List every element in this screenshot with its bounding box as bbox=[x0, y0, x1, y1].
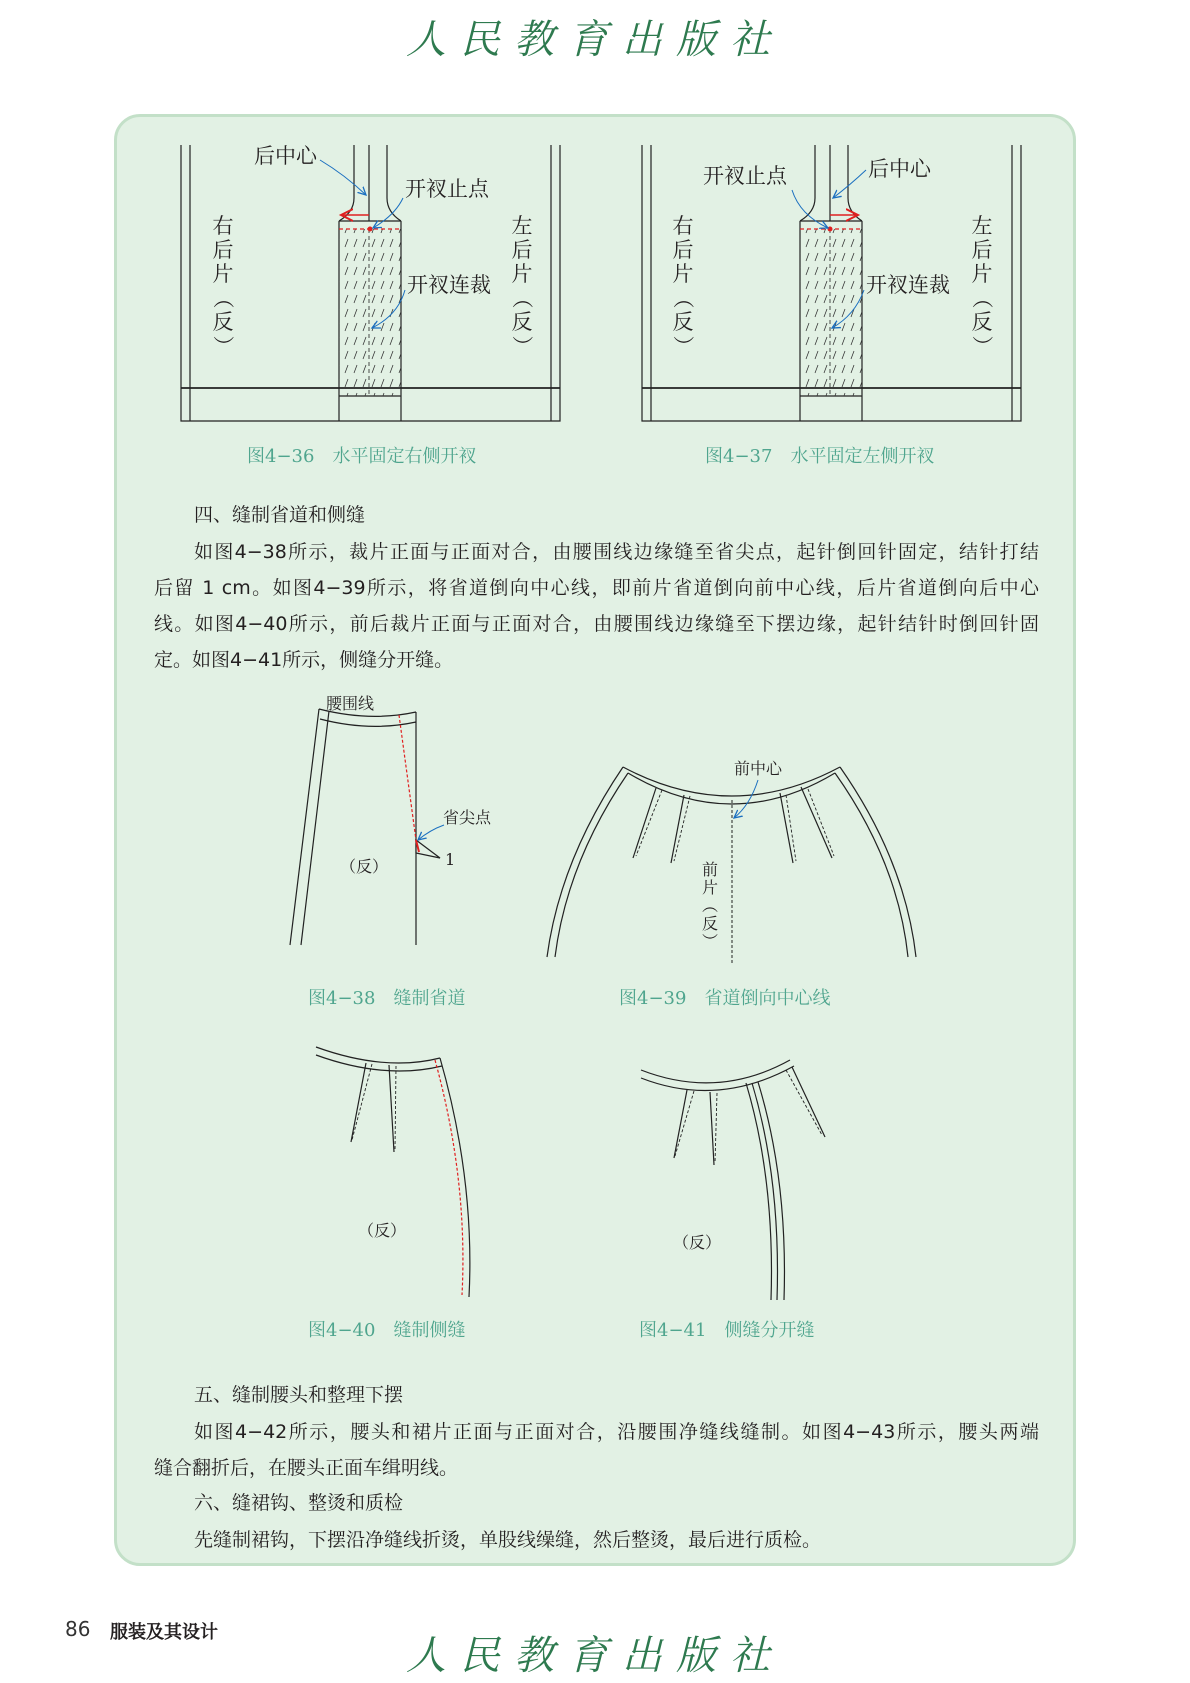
label-right-back: 反 bbox=[212, 310, 234, 334]
paragraph-line: 如图4−42所示，腰头和裙片正面与正面对合，沿腰围净缝线缝制。如图4−43所示，腰头两端 bbox=[194, 1421, 1039, 1443]
label-right-back: （ bbox=[671, 287, 695, 309]
label-reverse: （反） bbox=[673, 1233, 722, 1252]
label-left-back: 后 bbox=[971, 238, 993, 262]
section-heading: 四、缝制省道和侧缝 bbox=[194, 504, 366, 526]
label-front-piece: （ bbox=[700, 896, 719, 914]
label-back-center: 后中心 bbox=[254, 144, 317, 168]
caption: 图4−41 侧缝分开缝 bbox=[639, 1320, 815, 1341]
blue-arrow-icon bbox=[833, 170, 866, 198]
blue-arrow-icon bbox=[418, 825, 444, 840]
label-left-back: （ bbox=[970, 287, 994, 309]
caption: 图4−40 缝制侧缝 bbox=[308, 1320, 466, 1341]
skirt-vent-drawing bbox=[181, 145, 560, 421]
label-right-back: ） bbox=[211, 335, 235, 357]
label-vent-stop: 开衩止点 bbox=[405, 177, 489, 201]
label-vent-cut: 开衩连裁 bbox=[866, 273, 950, 297]
blue-arrow-icon bbox=[792, 190, 828, 228]
paragraph-line: 如图4−38所示，裁片正面与正面对合，由腰围线边缘缝至省尖点，起针倒回针固定，结针打结 bbox=[194, 541, 1039, 563]
blue-arrow-icon bbox=[320, 160, 366, 195]
label-left-back: 反 bbox=[971, 310, 993, 334]
caption: 图4−38 缝制省道 bbox=[308, 988, 466, 1009]
figure-4-36 bbox=[181, 144, 560, 467]
label-right-back: ） bbox=[671, 335, 695, 357]
label-front-center: 前中心 bbox=[734, 759, 783, 778]
label-front-piece: 片 bbox=[701, 878, 719, 897]
publisher-logo-bottom: 人民教育出版社 bbox=[406, 1633, 784, 1679]
label-right-back: 后 bbox=[212, 238, 234, 262]
figure-4-40 bbox=[316, 1047, 470, 1297]
label-front-piece: ） bbox=[700, 932, 719, 950]
label-vent-stop: 开衩止点 bbox=[703, 164, 787, 188]
figure-4-41 bbox=[641, 1060, 825, 1300]
label-left-back: ） bbox=[970, 335, 994, 357]
label-left-back: 左 bbox=[971, 214, 993, 238]
skirt-vent-drawing bbox=[642, 145, 1021, 421]
label-right-back: 反 bbox=[672, 310, 694, 334]
paragraph-line: 缝合翻折后，在腰头正面车缉明线。 bbox=[154, 1457, 459, 1479]
section-heading: 五、缝制腰头和整理下摆 bbox=[194, 1384, 404, 1406]
label-right-back: （ bbox=[211, 287, 235, 309]
label-back-center: 后中心 bbox=[868, 157, 931, 181]
label-right-back: 右 bbox=[672, 214, 694, 238]
label-waistline: 腰围线 bbox=[326, 694, 375, 713]
label-reverse: （反） bbox=[358, 1221, 407, 1240]
label-left-back: 片 bbox=[971, 262, 993, 286]
publisher-logo-top: 人民教育出版社 bbox=[406, 17, 784, 63]
label-right-back: 后 bbox=[672, 238, 694, 262]
stop-point-dot bbox=[368, 227, 373, 232]
paragraph-line: 后留 1 cm。如图4−39所示，将省道倒向中心线，即前片省道倒向前中心线，后片省道倒向后中心 bbox=[154, 577, 1039, 599]
label-right-back: 片 bbox=[212, 262, 234, 286]
label-right-back: 片 bbox=[672, 262, 694, 286]
label-left-back: 反 bbox=[511, 310, 533, 334]
label-left-back: ） bbox=[510, 335, 534, 357]
figure-4-39 bbox=[547, 767, 916, 963]
figure-4-38 bbox=[290, 709, 444, 945]
label-left-back: （ bbox=[510, 287, 534, 309]
paragraph-line: 线。如图4−40所示，前后裁片正面与正面对合，由腰围线边缘缝至下摆边缘，起针结针时倒回针固 bbox=[154, 613, 1039, 635]
label-left-back: 片 bbox=[511, 262, 533, 286]
label-right-back: 右 bbox=[212, 214, 234, 238]
label-left-back: 左 bbox=[511, 214, 533, 238]
figure-4-37 bbox=[642, 145, 1021, 467]
label-left-back: 后 bbox=[511, 238, 533, 262]
paragraph-line: 定。如图4−41所示，侧缝分开缝。 bbox=[154, 649, 454, 671]
label-one: 1 bbox=[445, 850, 456, 869]
label-dart-tip: 省尖点 bbox=[443, 808, 492, 827]
label-reverse: （反） bbox=[340, 857, 389, 876]
section-heading: 六、缝裙钩、整烫和质检 bbox=[194, 1492, 404, 1514]
blue-arrow-icon bbox=[734, 780, 758, 818]
page-number: 86 bbox=[65, 1617, 91, 1641]
label-front-piece: 反 bbox=[701, 914, 719, 933]
caption: 图4−36 水平固定右侧开衩 bbox=[247, 446, 477, 467]
book-title: 服装及其设计 bbox=[110, 1622, 218, 1643]
caption: 图4−37 水平固定左侧开衩 bbox=[705, 446, 935, 467]
paragraph-line: 先缝制裙钩，下摆沿净缝线折烫，单股线缲缝，然后整烫，最后进行质检。 bbox=[194, 1529, 822, 1551]
label-vent-cut: 开衩连裁 bbox=[407, 273, 491, 297]
label-front-piece: 前 bbox=[701, 860, 719, 879]
caption: 图4−39 省道倒向中心线 bbox=[619, 988, 831, 1009]
stop-point-dot bbox=[828, 227, 833, 232]
blue-arrow-icon bbox=[373, 198, 403, 228]
